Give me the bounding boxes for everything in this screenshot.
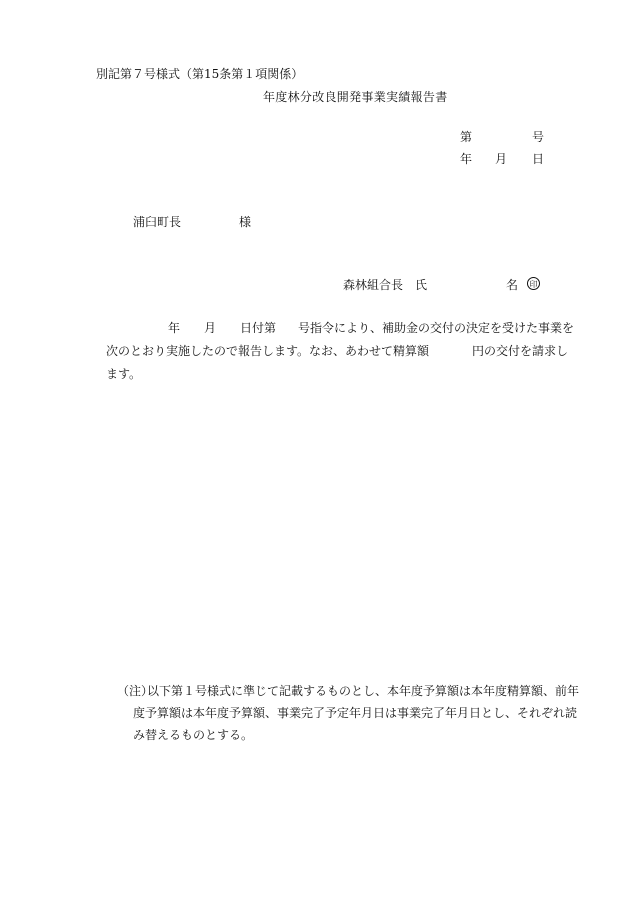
body-year-unit: 年 bbox=[168, 321, 181, 335]
date-month-unit: 月 bbox=[495, 152, 508, 166]
body-line-2-tail: 円の交付を請求し bbox=[472, 344, 569, 358]
addressee-name: 浦臼町長 bbox=[133, 215, 182, 229]
sender-title: 森林組合長 氏 bbox=[343, 278, 428, 292]
date-day-unit: 日 bbox=[532, 152, 545, 166]
note-line-2: 度予算額は本年度予算額、事業完了予定年月日は事業完了年月日とし、それぞれ読 bbox=[133, 706, 578, 720]
body-date-number: 日付第 bbox=[240, 321, 277, 335]
body-line-1: 号指令により、補助金の交付の決定を受けた事業を bbox=[298, 321, 575, 335]
form-label: 別記第７号様式（第15条第１項関係） bbox=[96, 67, 304, 81]
seal-mark: 印 bbox=[527, 277, 540, 290]
addressee-honorific: 様 bbox=[239, 215, 252, 229]
body-line-2: 次のとおり実施したので報告します。なお、あわせて精算額 bbox=[106, 344, 430, 358]
note-line-3: み替えるものとする。 bbox=[133, 728, 254, 742]
note-mark: （注） bbox=[117, 684, 154, 698]
date-year-unit: 年 bbox=[460, 152, 473, 166]
body-line-3: ます。 bbox=[106, 367, 142, 381]
document-title: 年度林分改良開発事業実績報告書 bbox=[263, 90, 448, 104]
note-line-1: 以下第１号様式に準じて記載するものとし、本年度予算額は本年度精算額、前年 bbox=[147, 684, 580, 698]
body-month-unit: 月 bbox=[204, 321, 217, 335]
sender-name-label: 名 bbox=[506, 278, 519, 292]
document-number-suffix: 号 bbox=[532, 130, 545, 144]
document-number-prefix: 第 bbox=[460, 130, 473, 144]
